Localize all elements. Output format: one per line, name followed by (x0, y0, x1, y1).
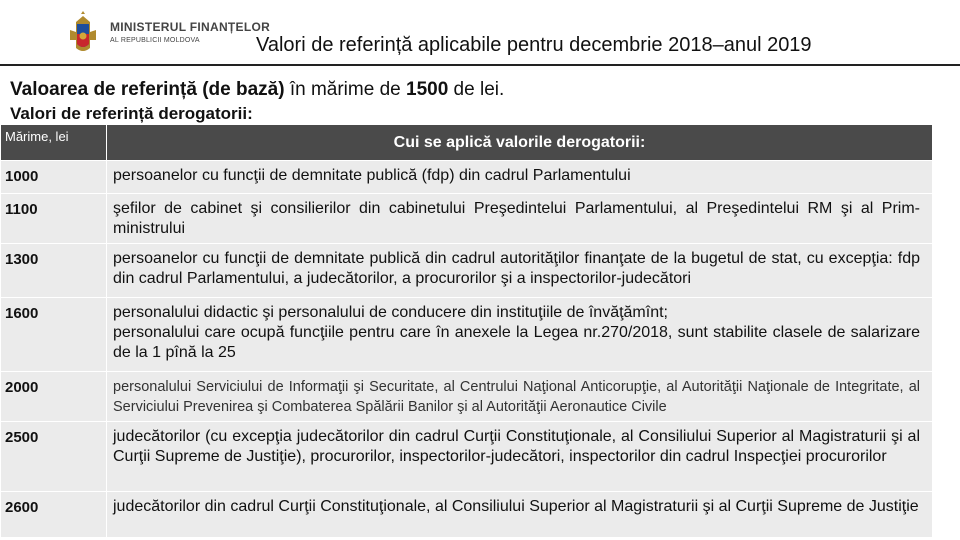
table-row (1, 492, 933, 538)
row-description: judecătorilor (cu excepţia judecătorilor din cadrul Curţii Constituţionale, al Consiliului Superior al Magistraturii şi al Curţii Supreme de Justiţie), procurorilor, inspectorilor-judecători, inspectorilor din cadrul Inspecţiei procurorilor (107, 422, 933, 492)
row-description: personalului Serviciului de Informaţii şi Securitate, al Centrului Naţional Anticorupţie, al Autorităţii Naţionale de Integritate, al Serviciului Prevenirea şi Combaterea Spălării Banilor şi al Autorităţii Aeronautice Civile (107, 372, 933, 422)
column-header-applies-to: Cui se aplică valorile derogatorii: (107, 125, 933, 161)
row-description-line2: personalului care ocupă funcţiile pentru care în anexele la Legea nr.270/2018, sunt stabilite clasele de salarizare de la 1 pînă la 25 (113, 324, 920, 361)
base-reference-value: 1500 (406, 79, 449, 100)
base-reference-mid: în mărime de (284, 79, 406, 100)
row-size-value: 1100 (1, 194, 107, 244)
derogatory-values-table (0, 124, 933, 538)
moldova-coat-of-arms-icon (64, 10, 102, 58)
row-size-value: 2000 (1, 372, 107, 422)
base-reference-line (10, 79, 504, 101)
table-header-row (1, 125, 933, 161)
table-row (1, 194, 933, 244)
row-description: şefilor de cabinet şi consilierilor din cabinetului Preşedintelui Parlamentului, al Preşedintelui RM şi al Prim-ministrului (107, 194, 933, 244)
row-size-value: 1600 (1, 298, 107, 372)
table-row (1, 244, 933, 298)
base-reference-label: Valoarea de referință (de bază) (10, 79, 285, 100)
ministry-name-line2: AL REPUBLICII MOLDOVA (110, 37, 200, 44)
table-row (1, 422, 933, 492)
derogatory-values-heading: Valori de referință derogatorii: (10, 104, 253, 123)
table-row (1, 161, 933, 194)
slide-header (0, 0, 960, 66)
row-description (107, 298, 933, 372)
table-row (1, 298, 933, 372)
base-reference-tail: de lei. (448, 79, 505, 100)
row-size-value: 1000 (1, 161, 107, 194)
row-size-value: 2600 (1, 492, 107, 538)
ministry-name (110, 21, 270, 47)
column-header-size: Mărime, lei (1, 125, 107, 161)
ministry-name-line1: MINISTERUL FINANȚELOR (110, 20, 271, 34)
row-description: persoanelor cu funcţii de demnitate publică (fdp) din cadrul Parlamentului (107, 161, 933, 194)
slide-title: Valori de referință aplicabile pentru decembrie 2018–anul 2019 (256, 34, 812, 56)
row-size-value: 2500 (1, 422, 107, 492)
ministry-logo (64, 10, 270, 58)
header-divider (0, 64, 960, 66)
table-row (1, 372, 933, 422)
row-description: judecătorilor din cadrul Curţii Constituţionale, al Consiliului Superior al Magistraturii şi al Curţii Supreme de Justiţie (107, 492, 933, 538)
row-size-value: 1300 (1, 244, 107, 298)
row-description: persoanelor cu funcţii de demnitate publică din cadrul autorităţilor finanţate de la bugetul de stat, cu excepţia: fdp din cadrul Parlamentului, a judecătorilor, a procurorilor şi a inspectorilor-judecători (107, 244, 933, 298)
row-description-line1: personalului didactic şi personalului de conducere din instituţiile de învăţămînt; (113, 304, 668, 321)
